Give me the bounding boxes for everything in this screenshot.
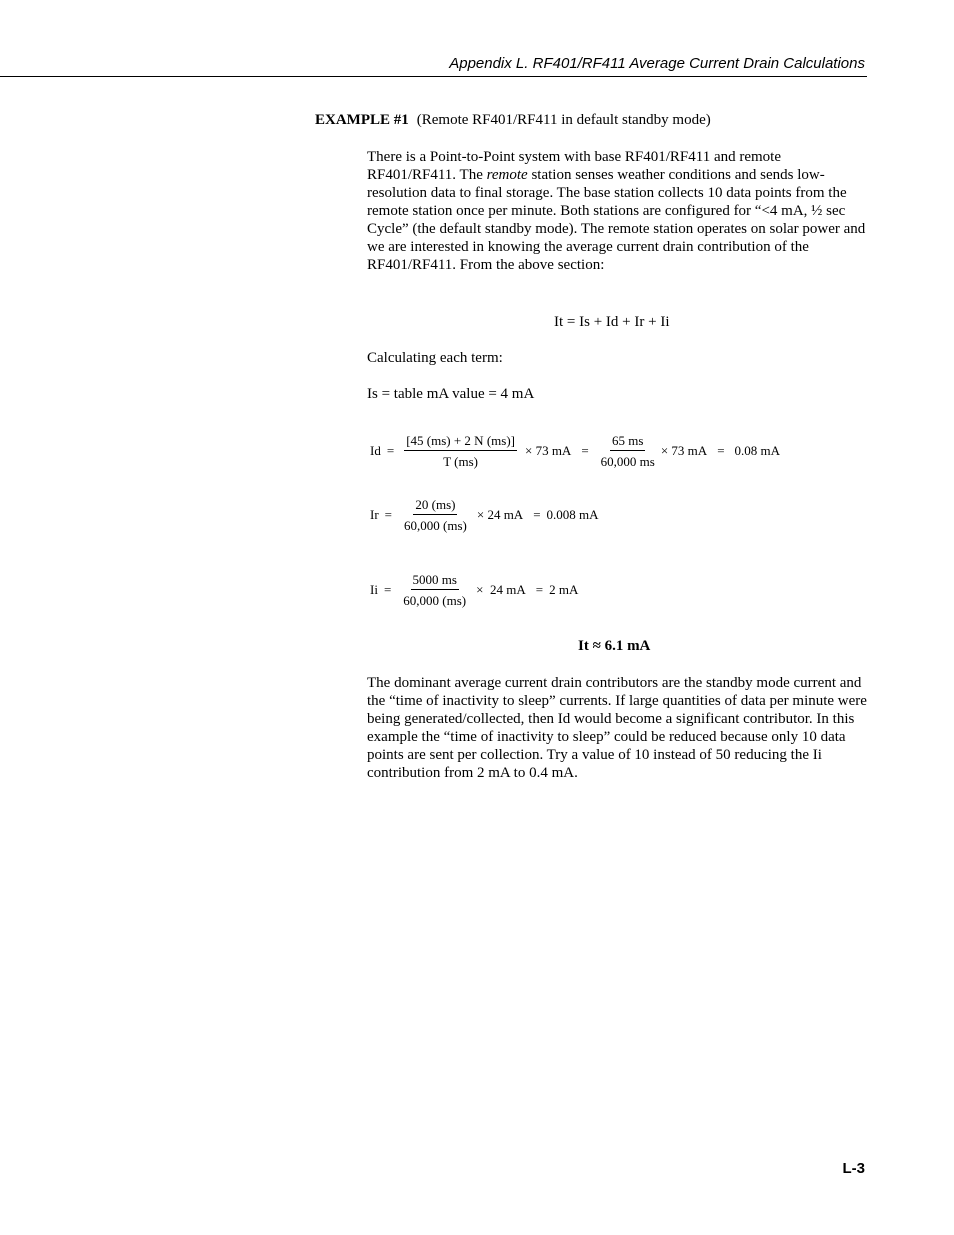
fraction-numerator: 20 (ms) bbox=[413, 497, 457, 515]
intro-emphasis: remote bbox=[486, 167, 528, 183]
ir-equation bbox=[370, 497, 599, 533]
multiplier: × 73 mA bbox=[660, 443, 708, 458]
fraction-numerator: [45 (ms) + 2 N (ms)] bbox=[404, 433, 517, 451]
example-subtitle: (Remote RF401/RF411 in default standby mode) bbox=[416, 112, 711, 128]
header-divider bbox=[0, 76, 867, 77]
multiplier: × 73 mA bbox=[524, 443, 572, 458]
intro-text-part1: There is a Point-to-Point system with base RF401/RF411 and remote RF401/RF411. The bbox=[367, 149, 781, 183]
conclusion-paragraph bbox=[367, 674, 867, 782]
total-result: It ≈ 6.1 mA bbox=[578, 638, 651, 654]
page-number: L-3 bbox=[842, 1160, 865, 1177]
fraction-numerator: 65 ms bbox=[610, 433, 645, 451]
equals-sign: = bbox=[717, 443, 725, 458]
equals-sign: = bbox=[535, 582, 544, 597]
ir-fraction bbox=[402, 497, 469, 533]
fraction-denominator: 60,000 (ms) bbox=[403, 593, 467, 608]
equals-sign: = bbox=[386, 443, 395, 458]
fraction-numerator: 5000 ms bbox=[411, 572, 459, 590]
page-header-title: Appendix L. RF401/RF411 Average Current Drain Calculations bbox=[449, 55, 865, 72]
ir-lhs: Ir bbox=[370, 507, 379, 522]
id-equation bbox=[370, 433, 780, 469]
id-result: 0.08 mA bbox=[734, 443, 781, 458]
is-equation: Is = table mA value = 4 mA bbox=[367, 386, 535, 402]
ii-result: 2 mA bbox=[549, 582, 579, 597]
ir-result: 0.008 mA bbox=[546, 507, 599, 522]
equals-sign: = bbox=[581, 443, 589, 458]
id-lhs: Id bbox=[370, 443, 381, 458]
calculating-label: Calculating each term: bbox=[367, 350, 503, 366]
ii-fraction bbox=[401, 572, 468, 608]
equals-sign: = bbox=[383, 582, 392, 597]
id-fraction-2 bbox=[599, 433, 657, 469]
intro-text-part2: station senses weather conditions and sends low-resolution data to final storage. The base station collects 10 data points from the remote station once per minute. Both stations are configured for “<4 mA, ½ sec Cycle” (the default standby mode). The remote station operates on solar power and we are interested in knowing the average current drain contribution of the RF401/RF411. From the above section: bbox=[367, 167, 866, 273]
equals-sign: = bbox=[384, 507, 393, 522]
total-equation: It = Is + Id + Ir + Ii bbox=[554, 314, 670, 330]
equals-sign: = bbox=[533, 507, 541, 522]
ii-equation bbox=[370, 572, 578, 608]
multiplier: × 24 mA bbox=[476, 507, 524, 522]
fraction-denominator: 60,000 ms bbox=[600, 454, 655, 469]
conclusion-text: The dominant average current drain contributors are the standby mode current and the “time of inactivity to sleep” currents. If large quantities of data per minute were being generated/collected, then Id would become a significant contributor. In this example the “time of inactivity to sleep” could be reduced because only 10 data points are sent per collection. Try a value of 10 instead of 50 reducing the Ii contribution from 2 mA to 0.4 mA. bbox=[367, 675, 867, 781]
intro-paragraph bbox=[367, 148, 867, 274]
example-label: EXAMPLE #1 bbox=[315, 112, 409, 128]
fraction-denominator: T (ms) bbox=[443, 454, 478, 469]
ii-lhs: Ii bbox=[370, 582, 378, 597]
id-fraction-1 bbox=[404, 433, 517, 469]
multiplier: × 24 mA bbox=[476, 582, 526, 597]
example-heading bbox=[315, 112, 711, 129]
fraction-denominator: 60,000 (ms) bbox=[404, 518, 467, 533]
